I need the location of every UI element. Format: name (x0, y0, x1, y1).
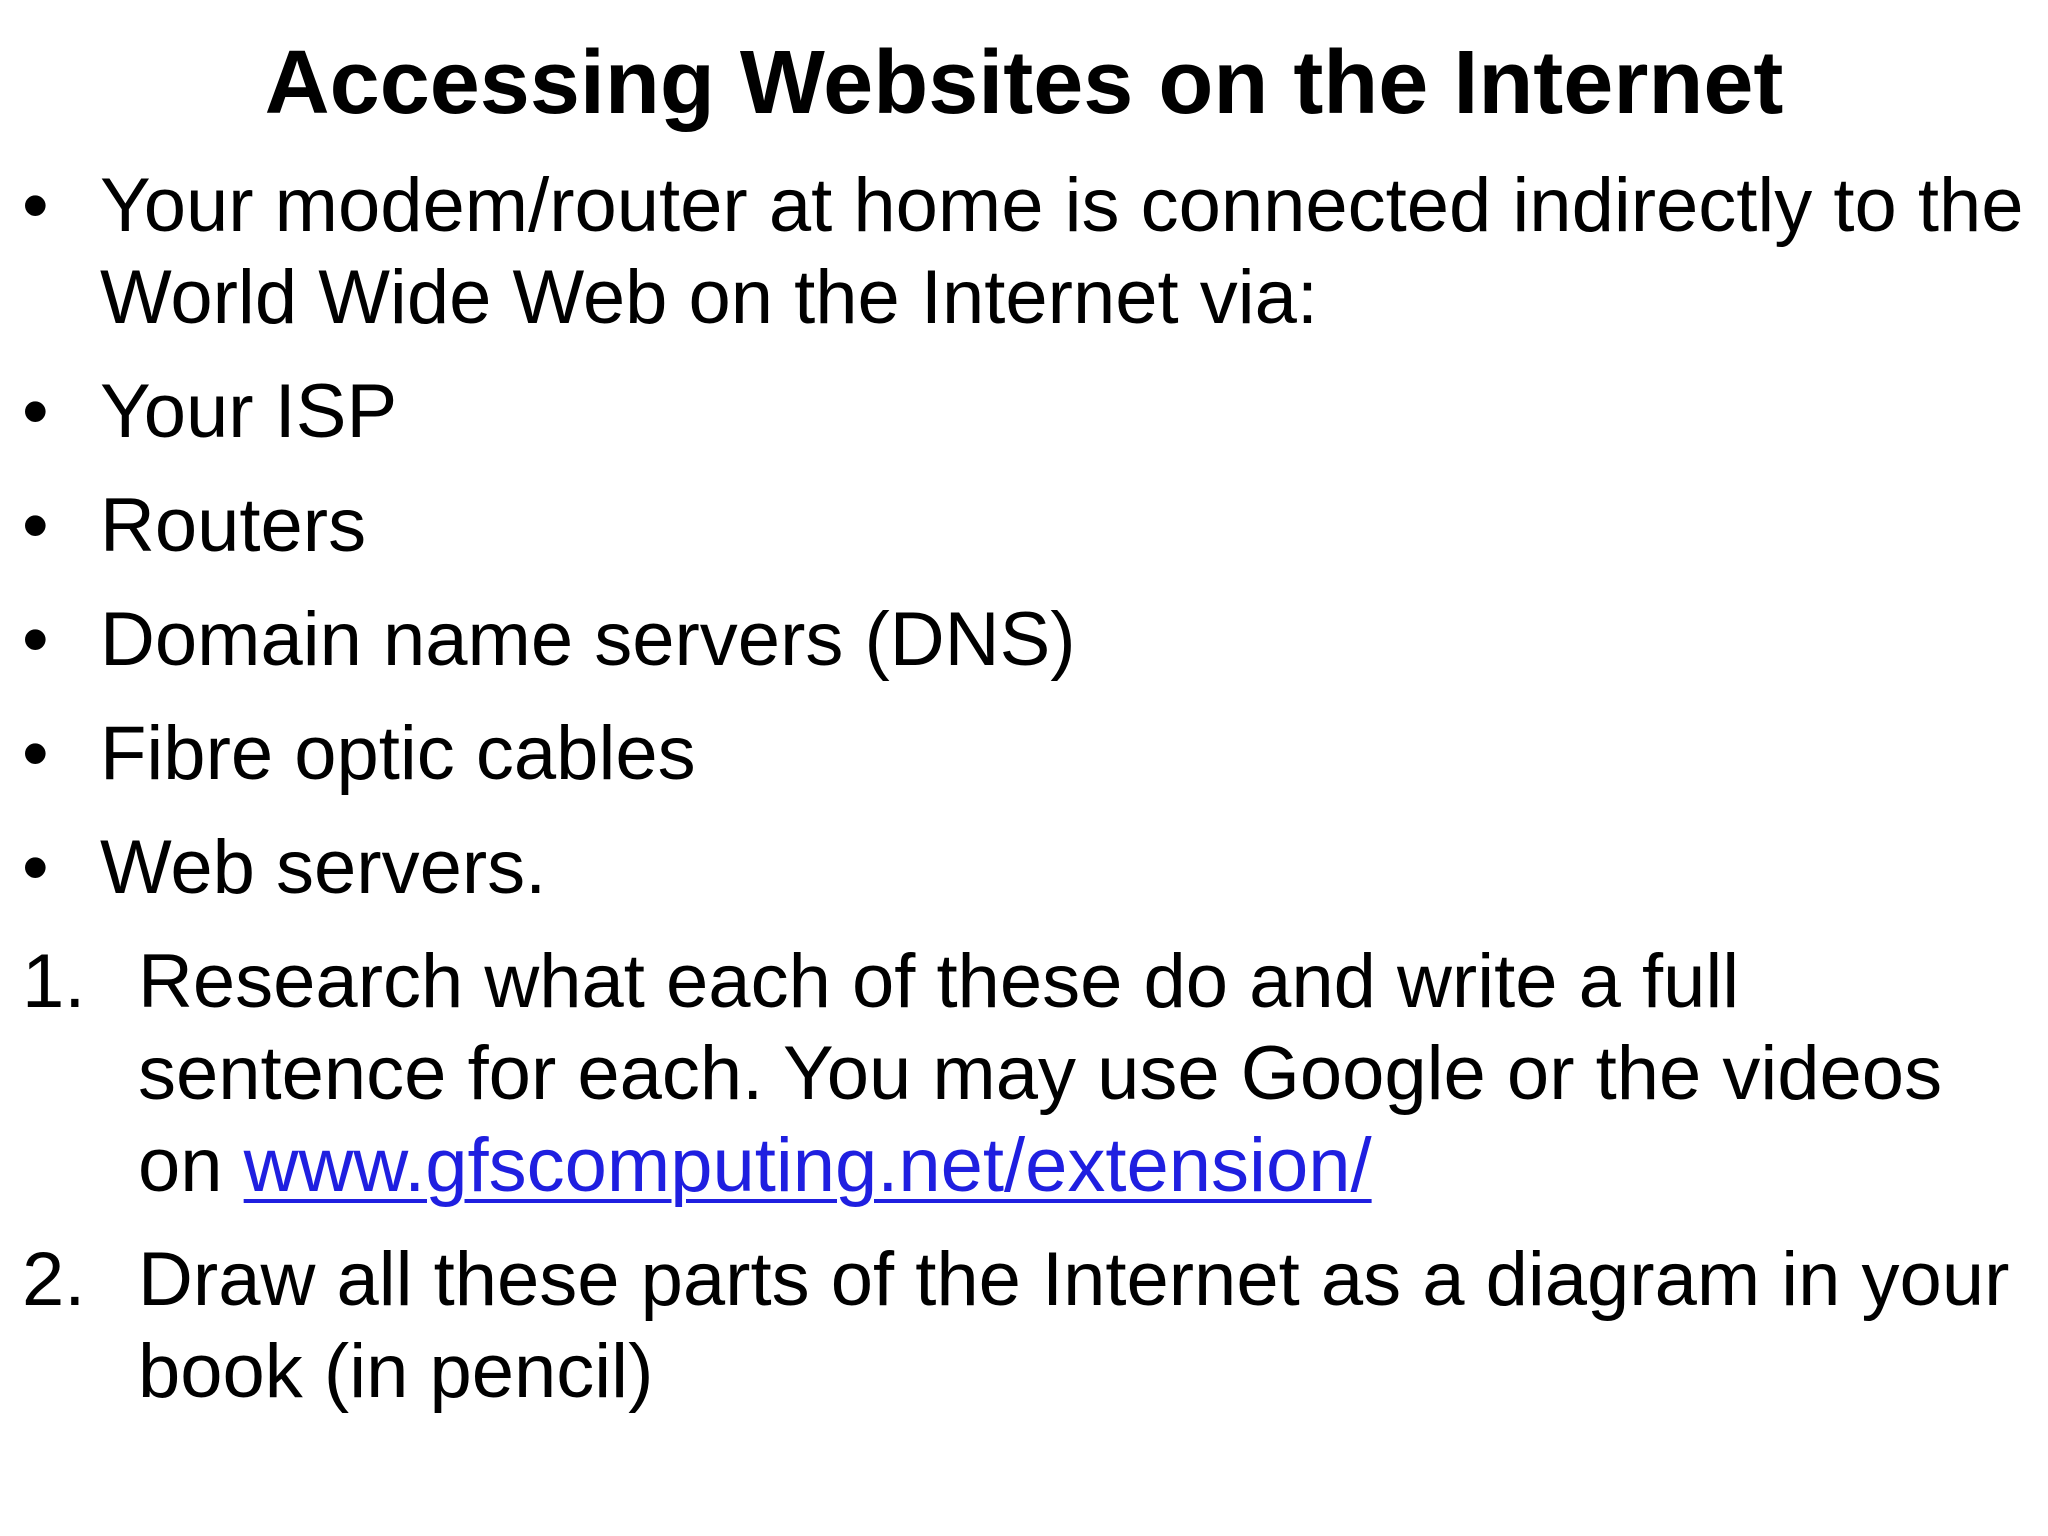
bullet-marker: • (22, 163, 49, 248)
bullet-marker: • (22, 825, 49, 910)
task-number: 2. (22, 1237, 86, 1322)
task-item-2 (22, 1234, 2032, 1418)
task-text: Research what each of these do and write a full sentence for each. You may use Google or the videos on (138, 939, 1943, 1208)
slide-body (22, 160, 2032, 1440)
bullet-marker: • (22, 369, 49, 454)
bullet-item (22, 160, 2032, 344)
bullet-item (22, 480, 2032, 572)
task-text: Draw all these parts of the Internet as a diagram in your book (in pencil) (138, 1237, 2010, 1414)
bullet-text: Your ISP (100, 369, 398, 454)
bullet-item (22, 822, 2032, 914)
extension-link[interactable]: www.gfscomputing.net/extension/ (243, 1123, 1372, 1208)
bullet-marker: • (22, 711, 49, 796)
bullet-text: Routers (100, 483, 367, 568)
bullet-marker: • (22, 483, 49, 568)
bullet-text: Web servers. (100, 825, 547, 910)
bullet-item (22, 594, 2032, 686)
bullet-text: Fibre optic cables (100, 711, 696, 796)
bullet-item (22, 708, 2032, 800)
task-item-1 (22, 936, 2032, 1212)
bullet-text: Domain name servers (DNS) (100, 597, 1076, 682)
bullet-text: Your modem/router at home is connected indirectly to the World Wide Web on the Internet via: (100, 163, 2024, 340)
bullet-item (22, 366, 2032, 458)
bullet-marker: • (22, 597, 49, 682)
slide-title: Accessing Websites on the Internet (264, 33, 1784, 133)
task-number: 1. (22, 939, 86, 1024)
